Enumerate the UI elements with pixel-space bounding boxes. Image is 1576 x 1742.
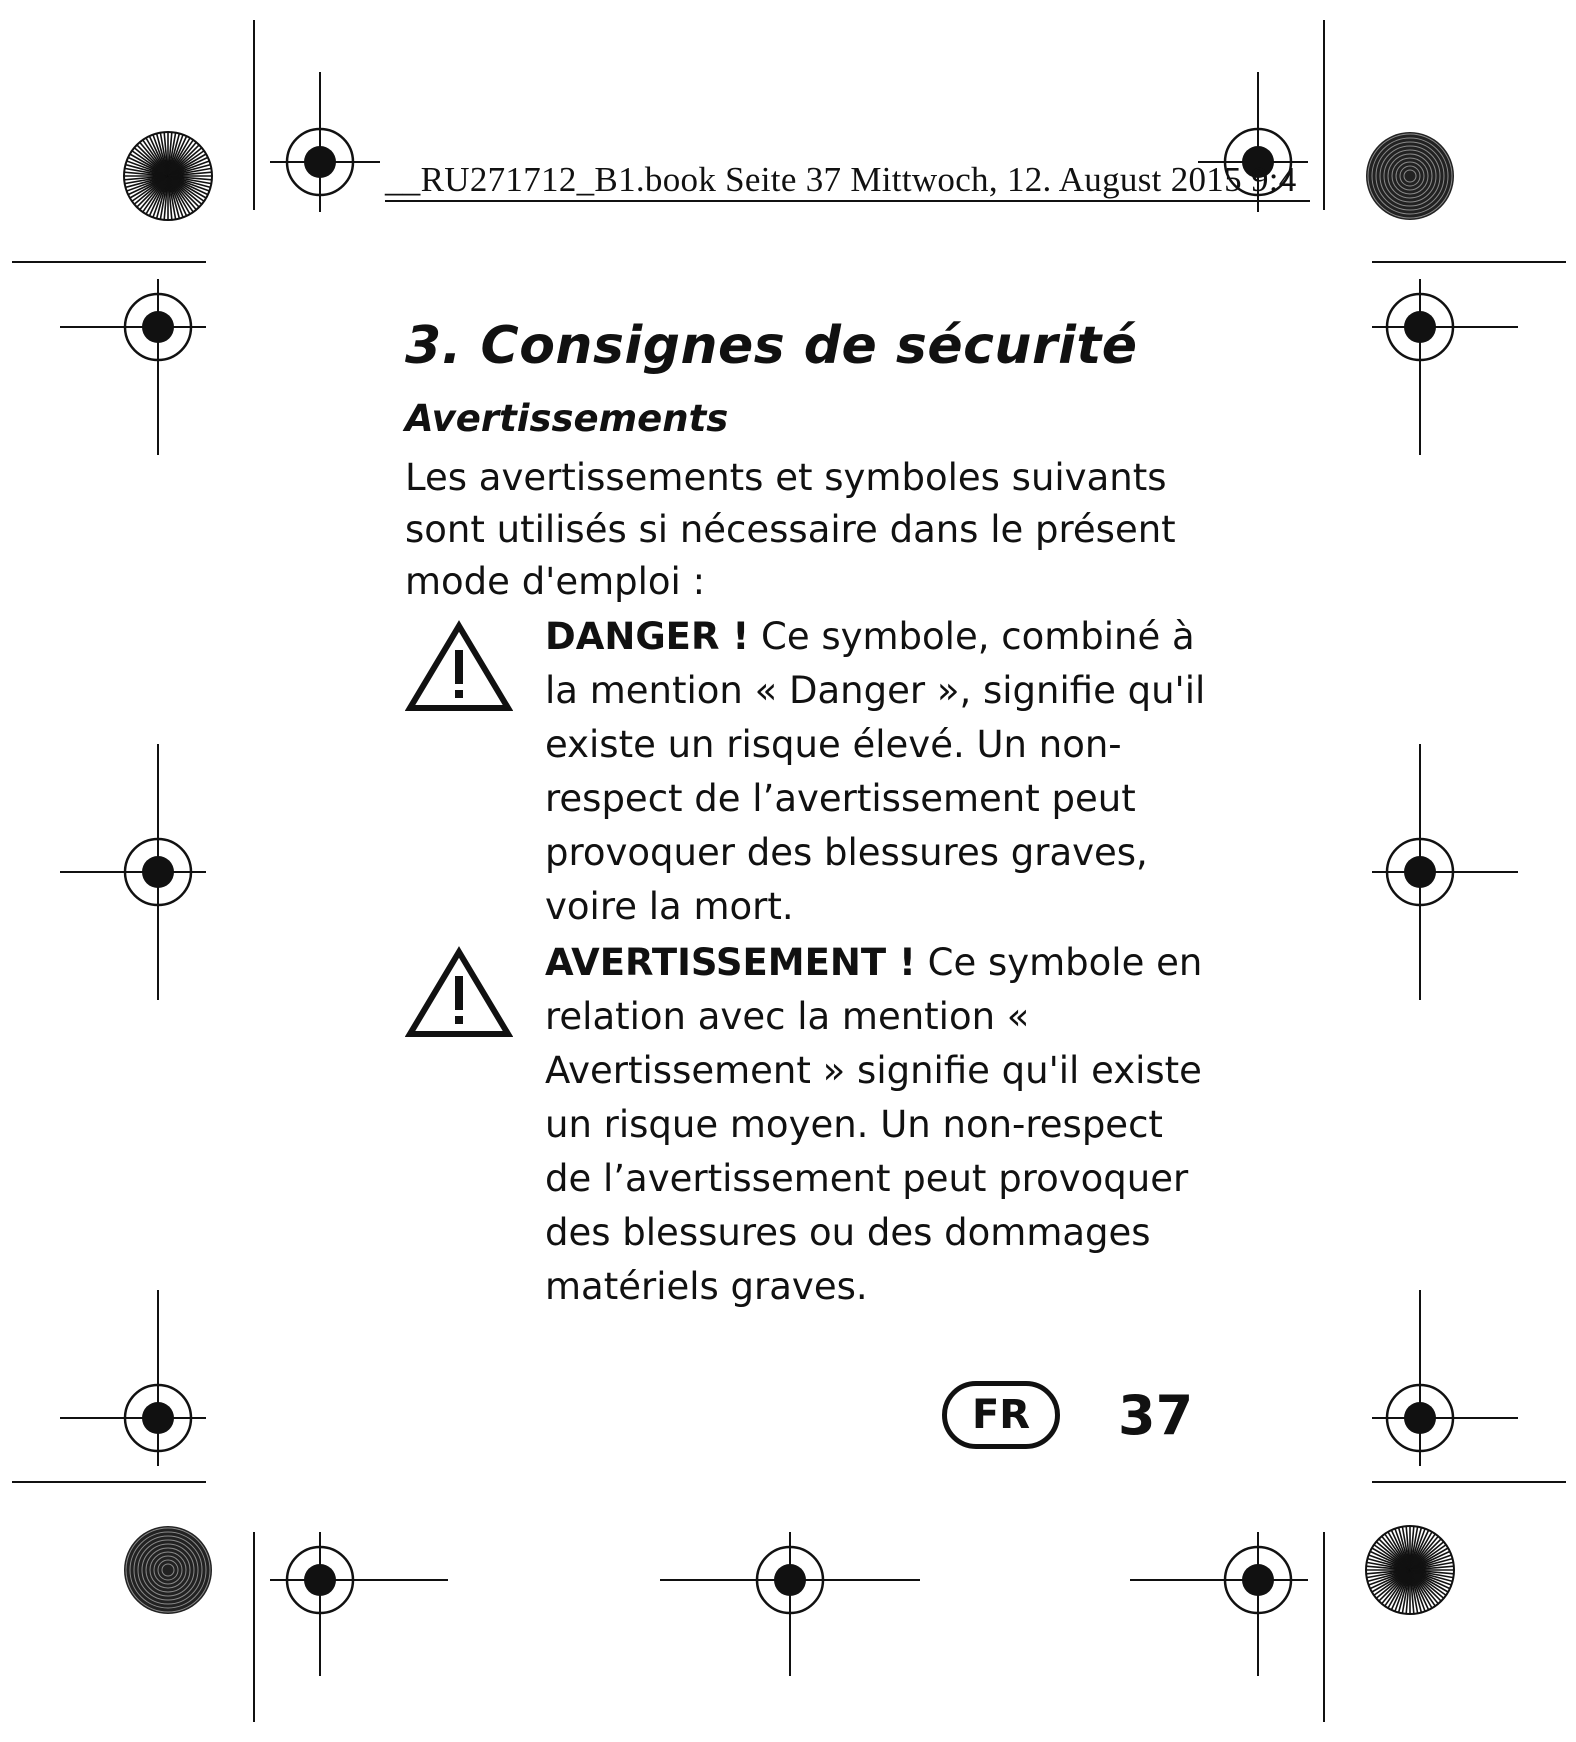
- section-title: 3. Consignes de sécurité: [405, 316, 1138, 376]
- avertissement-warning: [405, 936, 1210, 1314]
- sunburst-register-icon: [1366, 1526, 1454, 1614]
- crosshair-target-icon: [60, 279, 206, 455]
- section-subtitle: Avertissements: [405, 397, 729, 441]
- avertissement-text: Ce symbole en relation avec la mention « Avertissement » signifie qu'il existe un risque moyen. Un non-respect de l’avertissement peut provoquer des blessures ou des dommages matériels graves.: [545, 940, 1203, 1308]
- crosshair-target-icon: [270, 72, 380, 212]
- crosshair-target-icon: [60, 1290, 206, 1466]
- language-badge: FR: [942, 1381, 1060, 1449]
- crosshair-target-icon: [1372, 744, 1518, 1000]
- warning-triangle-icon: [405, 620, 513, 714]
- concentric-register-icon: [1366, 132, 1454, 220]
- sunburst-register-icon: [124, 132, 212, 220]
- page-footer: [942, 1378, 1193, 1452]
- danger-text: Ce symbole, combiné à la mention « Danger », signifie qu'il existe un risque élevé. Un non-respect de l’avertissement peut provoquer des blessures graves, voire la mort.: [545, 614, 1206, 928]
- crosshair-target-icon: [1130, 1532, 1308, 1676]
- intro-paragraph: Les avertissements et symboles suivants sont utilisés si nécessaire dans le présent mode d'emploi :: [405, 455, 1176, 603]
- crosshair-target-icon: [60, 744, 206, 1000]
- concentric-register-icon: [124, 1526, 212, 1614]
- print-header-line: __RU271712_B1.book Seite 37 Mittwoch, 12. August 2015 9:4: [385, 160, 1297, 199]
- page-number: 37: [1118, 1383, 1194, 1447]
- danger-warning: [405, 610, 1210, 934]
- page-content: [405, 318, 1225, 1314]
- crosshair-target-icon: [1372, 1290, 1518, 1466]
- crosshair-target-icon: [660, 1532, 920, 1676]
- danger-keyword: DANGER !: [545, 614, 750, 658]
- crosshair-target-icon: [270, 1532, 448, 1676]
- warning-triangle-icon: [405, 946, 513, 1040]
- crosshair-target-icon: [1372, 279, 1518, 455]
- avertissement-keyword: AVERTISSEMENT !: [545, 940, 916, 984]
